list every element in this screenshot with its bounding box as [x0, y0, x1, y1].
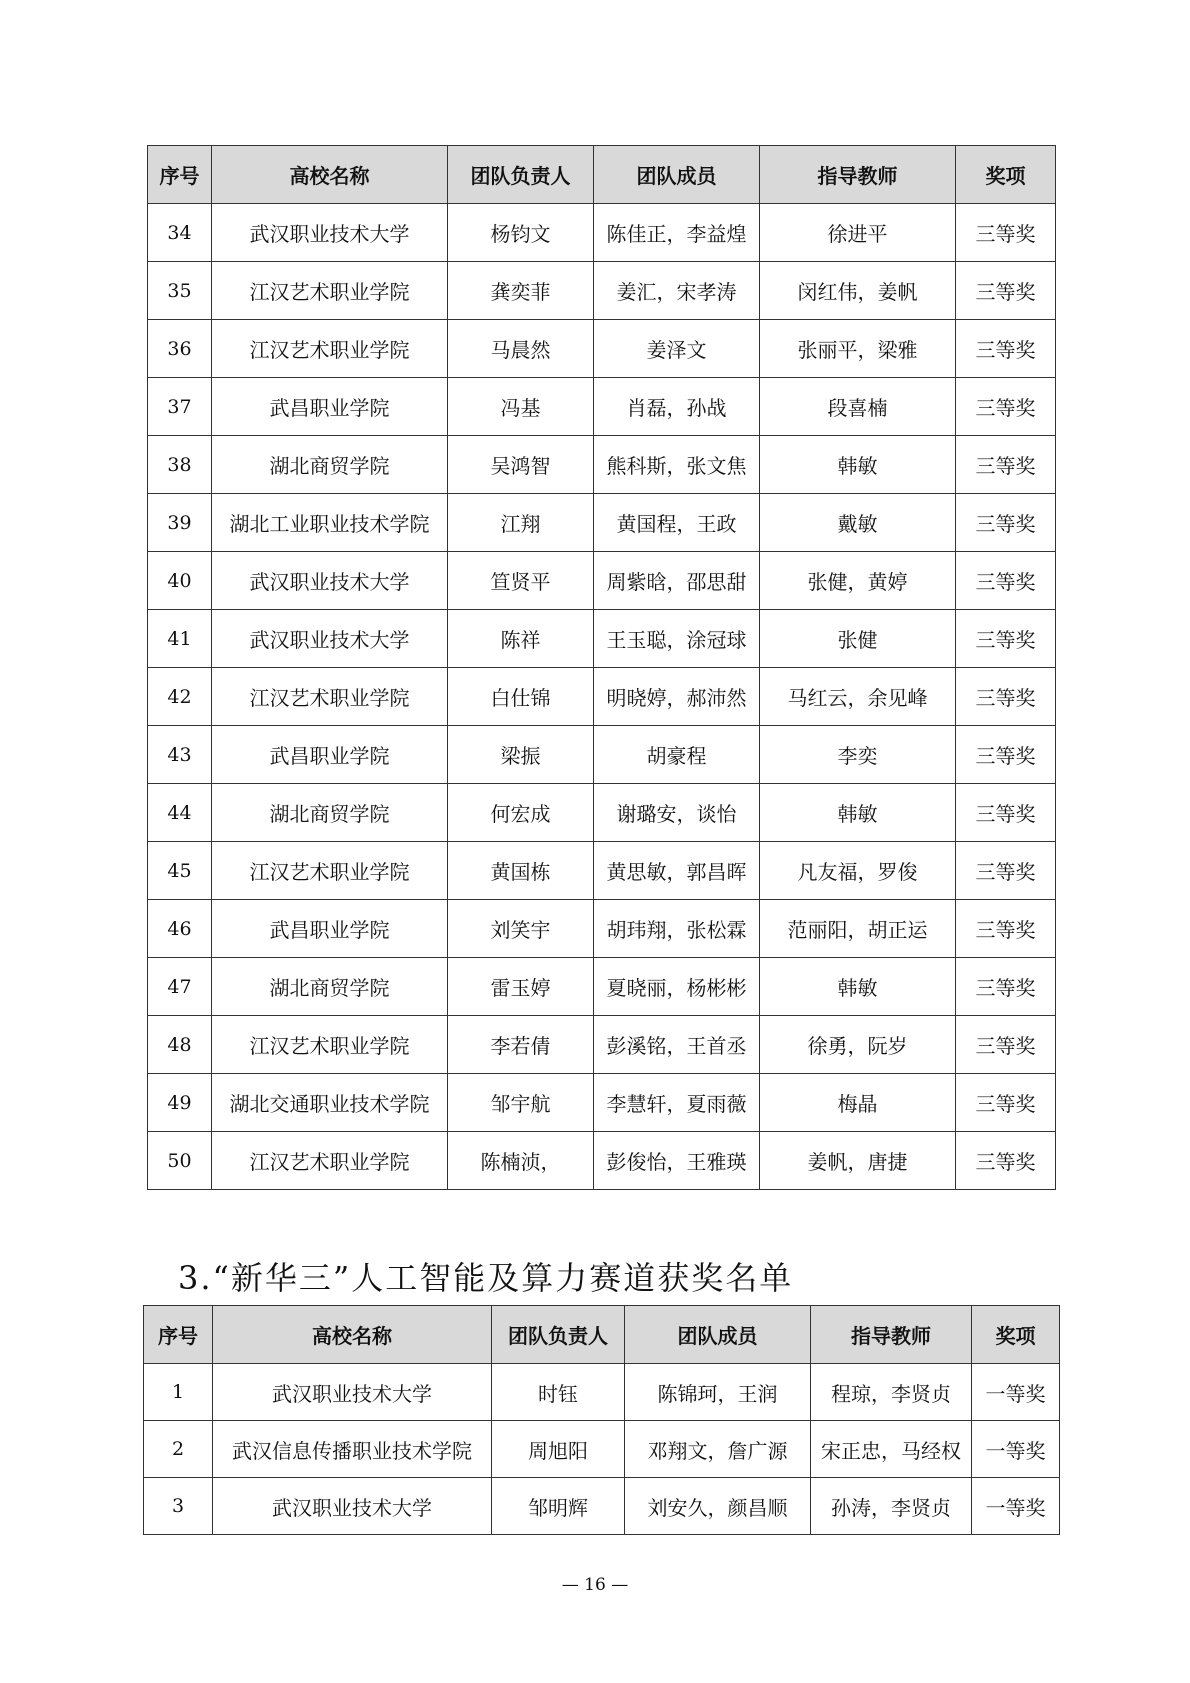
cell-members: 胡豪程 [594, 726, 760, 784]
cell-leader: 白仕锦 [448, 668, 594, 726]
cell-school: 江汉艺术职业学院 [212, 842, 448, 900]
cell-award: 三等奖 [956, 842, 1056, 900]
cell-members: 刘安久，颜昌顺 [625, 1478, 811, 1535]
cell-index: 35 [148, 262, 212, 320]
cell-advisor: 梅晶 [760, 1074, 956, 1132]
table-row [148, 958, 1056, 1016]
cell-award: 三等奖 [956, 784, 1056, 842]
table-header-row [148, 146, 1056, 204]
cell-school: 湖北商贸学院 [212, 784, 448, 842]
cell-leader: 何宏成 [448, 784, 594, 842]
cell-school: 武汉职业技术大学 [212, 204, 448, 262]
cell-advisor: 宋正忠，马经权 [811, 1421, 972, 1478]
cell-award: 三等奖 [956, 610, 1056, 668]
table-row [148, 1074, 1056, 1132]
cell-advisor: 李奕 [760, 726, 956, 784]
table-row [148, 668, 1056, 726]
cell-index: 39 [148, 494, 212, 552]
header-school: 高校名称 [212, 146, 448, 204]
cell-leader: 李若倩 [448, 1016, 594, 1074]
header-index: 序号 [144, 1306, 213, 1364]
cell-index: 36 [148, 320, 212, 378]
table-row [148, 320, 1056, 378]
cell-leader: 龚奕菲 [448, 262, 594, 320]
table-header-row [144, 1306, 1060, 1364]
header-index: 序号 [148, 146, 212, 204]
table-row [148, 784, 1056, 842]
cell-members: 姜汇，宋孝涛 [594, 262, 760, 320]
cell-advisor: 韩敏 [760, 436, 956, 494]
cell-advisor: 韩敏 [760, 784, 956, 842]
cell-members: 姜泽文 [594, 320, 760, 378]
header-members: 团队成员 [594, 146, 760, 204]
cell-leader: 冯基 [448, 378, 594, 436]
cell-award: 一等奖 [972, 1478, 1060, 1535]
cell-members: 黄思敏，郭昌晖 [594, 842, 760, 900]
table-row [148, 726, 1056, 784]
cell-members: 谢璐安，谈怡 [594, 784, 760, 842]
table-row [148, 378, 1056, 436]
cell-award: 三等奖 [956, 494, 1056, 552]
cell-members: 彭俊怡，王雅瑛 [594, 1132, 760, 1190]
cell-advisor: 凡友福，罗俊 [760, 842, 956, 900]
cell-school: 江汉艺术职业学院 [212, 668, 448, 726]
cell-school: 武昌职业学院 [212, 900, 448, 958]
table-row [148, 842, 1056, 900]
cell-school: 武汉职业技术大学 [213, 1364, 492, 1421]
table-row [148, 1016, 1056, 1074]
cell-leader: 吴鸿智 [448, 436, 594, 494]
cell-award: 三等奖 [956, 1074, 1056, 1132]
cell-award: 三等奖 [956, 900, 1056, 958]
cell-school: 江汉艺术职业学院 [212, 262, 448, 320]
cell-school: 武昌职业学院 [212, 726, 448, 784]
header-school: 高校名称 [213, 1306, 492, 1364]
cell-school: 江汉艺术职业学院 [212, 320, 448, 378]
cell-advisor: 张健 [760, 610, 956, 668]
table-row [148, 494, 1056, 552]
cell-advisor: 张丽平，梁雅 [760, 320, 956, 378]
cell-school: 江汉艺术职业学院 [212, 1132, 448, 1190]
cell-leader: 周旭阳 [492, 1421, 625, 1478]
cell-members: 熊科斯，张文焦 [594, 436, 760, 494]
section-heading: 3.“新华三”人工智能及算力赛道获奖名单 [178, 1259, 794, 1297]
cell-index: 37 [148, 378, 212, 436]
cell-advisor: 姜帆，唐捷 [760, 1132, 956, 1190]
table-row [148, 262, 1056, 320]
cell-index: 41 [148, 610, 212, 668]
table-row [148, 204, 1056, 262]
cell-leader: 江翔 [448, 494, 594, 552]
table-row [148, 436, 1056, 494]
cell-members: 陈佳正，李益煌 [594, 204, 760, 262]
cell-school: 武汉职业技术大学 [212, 610, 448, 668]
header-award: 奖项 [972, 1306, 1060, 1364]
cell-members: 胡玮翔，张松霖 [594, 900, 760, 958]
cell-index: 49 [148, 1074, 212, 1132]
cell-index: 38 [148, 436, 212, 494]
cell-index: 34 [148, 204, 212, 262]
cell-award: 三等奖 [956, 1016, 1056, 1074]
cell-leader: 时钰 [492, 1364, 625, 1421]
cell-advisor: 范丽阳，胡正运 [760, 900, 956, 958]
cell-members: 邓翔文，詹广源 [625, 1421, 811, 1478]
table-row [148, 552, 1056, 610]
page-number: — 16 — [561, 1575, 629, 1595]
cell-leader: 陈楠浈， [448, 1132, 594, 1190]
cell-leader: 马晨然 [448, 320, 594, 378]
cell-index: 3 [144, 1478, 213, 1535]
cell-advisor: 戴敏 [760, 494, 956, 552]
cell-leader: 邹明辉 [492, 1478, 625, 1535]
cell-index: 46 [148, 900, 212, 958]
cell-index: 47 [148, 958, 212, 1016]
cell-advisor: 韩敏 [760, 958, 956, 1016]
cell-award: 三等奖 [956, 320, 1056, 378]
cell-leader: 陈祥 [448, 610, 594, 668]
cell-school: 武汉信息传播职业技术学院 [213, 1421, 492, 1478]
cell-school: 湖北商贸学院 [212, 958, 448, 1016]
cell-award: 一等奖 [972, 1364, 1060, 1421]
cell-index: 50 [148, 1132, 212, 1190]
cell-leader: 雷玉婷 [448, 958, 594, 1016]
cell-index: 43 [148, 726, 212, 784]
award-table-ai-track [143, 1305, 1060, 1535]
cell-members: 夏晓丽，杨彬彬 [594, 958, 760, 1016]
cell-leader: 笪贤平 [448, 552, 594, 610]
table-row [148, 900, 1056, 958]
cell-school: 湖北商贸学院 [212, 436, 448, 494]
cell-members: 李慧轩，夏雨薇 [594, 1074, 760, 1132]
header-members: 团队成员 [625, 1306, 811, 1364]
cell-leader: 杨钧文 [448, 204, 594, 262]
cell-advisor: 马红云，余见峰 [760, 668, 956, 726]
header-advisor: 指导教师 [760, 146, 956, 204]
cell-advisor: 徐勇，阮岁 [760, 1016, 956, 1074]
cell-award: 三等奖 [956, 1132, 1056, 1190]
cell-index: 44 [148, 784, 212, 842]
table-row [144, 1421, 1060, 1478]
cell-advisor: 闵红伟，姜帆 [760, 262, 956, 320]
cell-leader: 梁振 [448, 726, 594, 784]
cell-members: 陈锦珂，王润 [625, 1364, 811, 1421]
cell-index: 2 [144, 1421, 213, 1478]
cell-school: 武汉职业技术大学 [212, 552, 448, 610]
cell-leader: 刘笑宇 [448, 900, 594, 958]
cell-school: 湖北交通职业技术学院 [212, 1074, 448, 1132]
cell-index: 45 [148, 842, 212, 900]
cell-school: 湖北工业职业技术学院 [212, 494, 448, 552]
cell-index: 42 [148, 668, 212, 726]
award-table-continued [147, 145, 1056, 1190]
cell-award: 三等奖 [956, 668, 1056, 726]
cell-award: 三等奖 [956, 958, 1056, 1016]
header-leader: 团队负责人 [492, 1306, 625, 1364]
cell-advisor: 段喜楠 [760, 378, 956, 436]
header-award: 奖项 [956, 146, 1056, 204]
cell-award: 三等奖 [956, 378, 1056, 436]
cell-members: 肖磊，孙战 [594, 378, 760, 436]
cell-award: 三等奖 [956, 726, 1056, 784]
cell-advisor: 孙涛，李贤贞 [811, 1478, 972, 1535]
cell-award: 三等奖 [956, 552, 1056, 610]
cell-award: 三等奖 [956, 262, 1056, 320]
cell-school: 武昌职业学院 [212, 378, 448, 436]
cell-advisor: 徐进平 [760, 204, 956, 262]
cell-members: 黄国程，王政 [594, 494, 760, 552]
cell-school: 武汉职业技术大学 [213, 1478, 492, 1535]
cell-members: 王玉聪，涂冠球 [594, 610, 760, 668]
table-row [144, 1364, 1060, 1421]
cell-members: 明晓婷，郝沛然 [594, 668, 760, 726]
header-advisor: 指导教师 [811, 1306, 972, 1364]
cell-school: 江汉艺术职业学院 [212, 1016, 448, 1074]
cell-leader: 邹宇航 [448, 1074, 594, 1132]
cell-advisor: 张健，黄婷 [760, 552, 956, 610]
cell-award: 三等奖 [956, 204, 1056, 262]
cell-index: 48 [148, 1016, 212, 1074]
table-row [144, 1478, 1060, 1535]
cell-members: 彭溪铭，王首丞 [594, 1016, 760, 1074]
cell-members: 周紫晗，邵思甜 [594, 552, 760, 610]
table-row [148, 1132, 1056, 1190]
cell-index: 1 [144, 1364, 213, 1421]
header-leader: 团队负责人 [448, 146, 594, 204]
cell-award: 三等奖 [956, 436, 1056, 494]
table-row [148, 610, 1056, 668]
cell-leader: 黄国栋 [448, 842, 594, 900]
cell-award: 一等奖 [972, 1421, 1060, 1478]
cell-advisor: 程琼，李贤贞 [811, 1364, 972, 1421]
cell-index: 40 [148, 552, 212, 610]
